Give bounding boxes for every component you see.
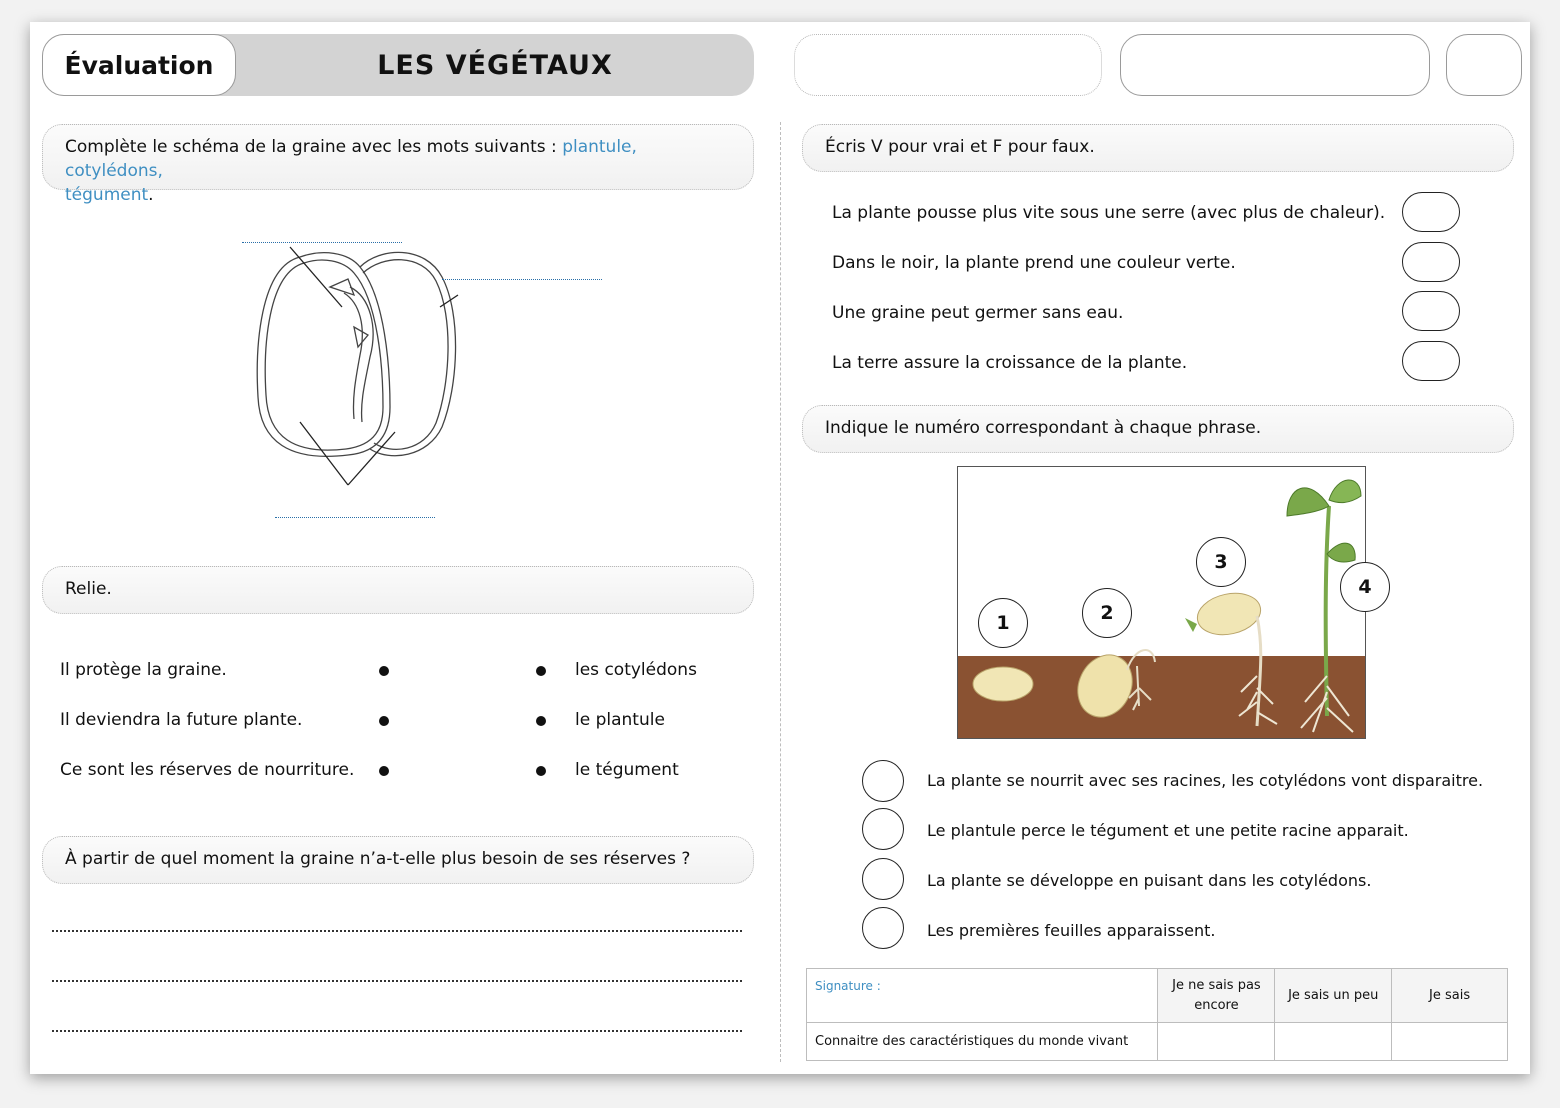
exercise3-text: À partir de quel moment la graine n’a-t-elle plus besoin de ses réserves ?: [65, 849, 691, 869]
stage-answer-circle-3[interactable]: [862, 858, 904, 900]
match-dot-left-1[interactable]: [379, 666, 389, 676]
level-header-2: Je sais un peu: [1275, 969, 1392, 1023]
answer-line-2[interactable]: [52, 980, 742, 982]
stage-answer-circle-1[interactable]: [862, 760, 904, 802]
stage-sentence-4: Les premières feuilles apparaissent.: [927, 921, 1216, 940]
stage-label-2: 2: [1082, 588, 1132, 638]
stage-label-4: 4: [1340, 562, 1390, 612]
exercise5-text: Indique le numéro correspondant à chaque phrase.: [825, 418, 1262, 438]
score-box[interactable]: [1446, 34, 1522, 96]
exercise4-text: Écris V pour vrai et F pour faux.: [825, 137, 1095, 157]
evaluation-label: Évaluation: [42, 34, 236, 96]
exercise2-instruction: [42, 566, 754, 614]
vf-answer-box-2[interactable]: [1402, 242, 1460, 282]
match-dot-right-1[interactable]: [536, 666, 546, 676]
match-dot-left-2[interactable]: [379, 716, 389, 726]
evaluation-table: [806, 968, 1508, 1061]
name-box[interactable]: [794, 34, 1102, 96]
stage-sentence-2: Le plantule perce le tégument et une petite racine apparait.: [927, 821, 1409, 840]
stage-label-3: 3: [1196, 537, 1246, 587]
vf-answer-box-4[interactable]: [1402, 341, 1460, 381]
match-dot-left-3[interactable]: [379, 766, 389, 776]
title-bar: [42, 34, 754, 96]
exercise3-question: [42, 836, 754, 884]
match-right-3: le tégument: [575, 760, 679, 780]
answer-line-3[interactable]: [52, 1030, 742, 1032]
match-left-3: Ce sont les réserves de nourriture.: [60, 760, 355, 780]
match-dot-right-2[interactable]: [536, 716, 546, 726]
signature-label[interactable]: Signature :: [807, 969, 1158, 1023]
stage-answer-circle-4[interactable]: [862, 907, 904, 949]
stage-label-1: 1: [978, 598, 1028, 648]
exercise1-words: plantule, cotylédons,: [65, 137, 637, 181]
skill-label: Connaitre des caractéristiques du monde vivant: [807, 1023, 1158, 1061]
exercise5-instruction: [802, 405, 1514, 453]
answer-line-1[interactable]: [52, 930, 742, 932]
exercise1-words2: tégument: [65, 185, 149, 205]
vf-statement-3: Une graine peut germer sans eau.: [832, 303, 1124, 323]
level-header-3: Je sais: [1392, 969, 1508, 1023]
seed-diagram: [230, 227, 610, 527]
exercise1-instruction: Complète le schéma de la graine avec les mots suivants : plantule, cotylédons, tégument.: [42, 124, 754, 190]
label-blank-right: [442, 279, 602, 280]
vf-answer-box-1[interactable]: [1402, 192, 1460, 232]
match-right-2: le plantule: [575, 710, 665, 730]
vf-statement-1: La plante pousse plus vite sous une serre (avec plus de chaleur).: [832, 203, 1386, 223]
exercise4-instruction: [802, 124, 1514, 172]
match-right-1: les cotylédons: [575, 660, 697, 680]
exercise1-text: Complète le schéma de la graine avec les mots suivants :: [65, 137, 557, 157]
level-cell-2[interactable]: [1275, 1023, 1392, 1061]
match-dot-right-3[interactable]: [536, 766, 546, 776]
page-title: LES VÉGÉTAUX: [377, 49, 613, 81]
label-blank-top: [242, 242, 402, 243]
column-divider: [780, 122, 781, 1062]
match-left-2: Il deviendra la future plante.: [60, 710, 303, 730]
vf-answer-box-3[interactable]: [1402, 291, 1460, 331]
level-cell-3[interactable]: [1392, 1023, 1508, 1061]
date-box[interactable]: [1120, 34, 1430, 96]
stage-sentence-3: La plante se développe en puisant dans les cotylédons.: [927, 871, 1372, 890]
worksheet: [30, 22, 1530, 1074]
match-left-1: Il protège la graine.: [60, 660, 227, 680]
level-header-1: Je ne sais pas encore: [1158, 969, 1275, 1023]
vf-statement-4: La terre assure la croissance de la plante.: [832, 353, 1188, 373]
level-cell-1[interactable]: [1158, 1023, 1275, 1061]
stage-sentence-1: La plante se nourrit avec ses racines, les cotylédons vont disparaitre.: [927, 771, 1484, 790]
stage-answer-circle-2[interactable]: [862, 808, 904, 850]
exercise2-text: Relie.: [65, 579, 112, 599]
label-blank-bottom: [275, 517, 435, 518]
vf-statement-2: Dans le noir, la plante prend une couleur verte.: [832, 253, 1236, 273]
